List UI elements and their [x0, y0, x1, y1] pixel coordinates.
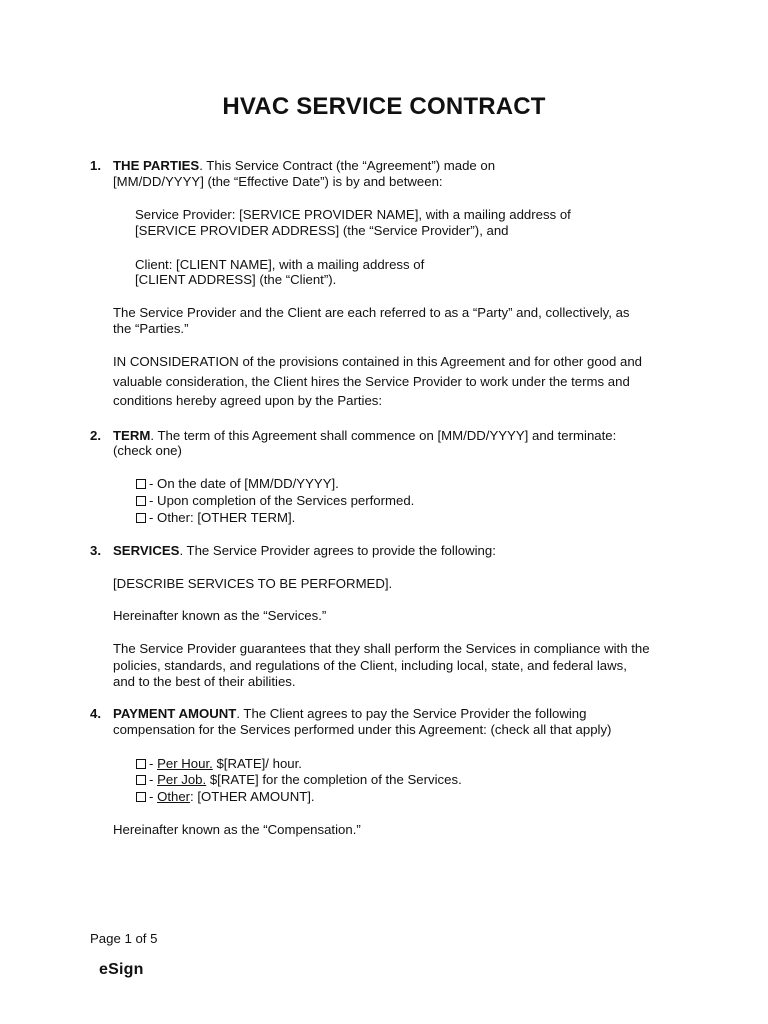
- other-amount-value: : [OTHER AMOUNT].: [190, 789, 315, 804]
- other-amount-label: Other: [157, 789, 191, 804]
- services-known-as: Hereinafter known as the “Services.”: [113, 608, 327, 623]
- term-other-checkbox[interactable]: [136, 513, 146, 523]
- service-provider-line1: Service Provider: [SERVICE PROVIDER NAME], with a mailing address of: [135, 207, 571, 222]
- term-date-checkbox[interactable]: [136, 479, 146, 489]
- client-line1: Client: [CLIENT NAME], with a mailing address of: [135, 257, 425, 272]
- term-option-completion-label: - Upon completion of the Services performed.: [149, 493, 415, 508]
- esign-logo: eSign: [99, 961, 144, 978]
- compensation-known-as: Hereinafter known as the “Compensation.”: [113, 822, 361, 837]
- payment-option-job-dash: -: [149, 772, 158, 787]
- per-hour-label: Per Hour.: [157, 756, 213, 771]
- section-3-text: . The Service Provider agrees to provide the following:: [179, 543, 496, 558]
- services-description: [DESCRIBE SERVICES TO BE PERFORMED].: [113, 576, 393, 591]
- section-3-heading: SERVICES: [113, 543, 180, 558]
- section-1-text-line2: [MM/DD/YYYY] (the “Effective Date”) is by and between:: [113, 174, 443, 189]
- term-option-completion: [136, 493, 414, 510]
- section-4-first-line: [113, 706, 586, 723]
- document-title: HVAC SERVICE CONTRACT: [222, 93, 546, 120]
- section-2-heading: TERM: [113, 428, 151, 443]
- parties-paragraph-line2: the “Parties.”: [113, 321, 189, 336]
- consideration-line1: IN CONSIDERATION of the provisions contained in this Agreement and for other good and: [113, 354, 642, 369]
- per-hour-rate: $[RATE]/ hour.: [212, 756, 302, 771]
- guarantee-line3: and to the best of their abilities.: [113, 674, 296, 689]
- section-1-text: . This Service Contract (the “Agreement”) made on: [199, 158, 496, 173]
- page-number: Page 1 of 5: [90, 931, 158, 946]
- guarantee-line1: The Service Provider guarantees that they shall perform the Services in compliance with the: [113, 641, 650, 656]
- per-hour-checkbox[interactable]: [136, 759, 146, 769]
- payment-option-other: [136, 789, 315, 806]
- per-job-checkbox[interactable]: [136, 775, 146, 785]
- section-1-heading: THE PARTIES: [113, 158, 200, 173]
- section-2-first-line: [113, 428, 616, 445]
- payment-option-hour-dash: -: [149, 756, 158, 771]
- section-2-text: . The term of this Agreement shall commence on [MM/DD/YYYY] and terminate:: [150, 428, 617, 443]
- section-4-text: . The Client agrees to pay the Service Provider the following: [236, 706, 587, 721]
- guarantee-line2: policies, standards, and regulations of the Client, including local, state, and federal laws,: [113, 658, 627, 673]
- term-option-date-label: - On the date of [MM/DD/YYYY].: [149, 476, 339, 491]
- payment-option-other-dash: -: [149, 789, 158, 804]
- per-job-label: Per Job.: [157, 772, 207, 787]
- term-option-date: [136, 476, 339, 493]
- other-amount-checkbox[interactable]: [136, 792, 146, 802]
- payment-option-hour: [136, 756, 302, 773]
- term-option-other-label: - Other: [OTHER TERM].: [149, 510, 296, 525]
- payment-option-job: [136, 772, 462, 789]
- section-1-number: 1.: [90, 158, 101, 173]
- parties-paragraph-line1: The Service Provider and the Client are each referred to as a “Party” and, collectively, as: [113, 305, 630, 320]
- section-4-heading: PAYMENT AMOUNT: [113, 706, 237, 721]
- section-4-number: 4.: [90, 706, 101, 721]
- consideration-line3: conditions hereby agreed upon by the Parties:: [113, 393, 383, 408]
- term-completion-checkbox[interactable]: [136, 496, 146, 506]
- section-1-first-line: [113, 158, 495, 175]
- section-2-text-line2: (check one): [113, 443, 182, 458]
- section-4-text-line2: compensation for the Services performed under this Agreement: (check all that apply): [113, 722, 612, 737]
- per-job-rate: $[RATE] for the completion of the Services.: [206, 772, 462, 787]
- section-3-first-line: [113, 543, 496, 560]
- client-line2: [CLIENT ADDRESS] (the “Client”).: [135, 272, 337, 287]
- consideration-line2: valuable consideration, the Client hires the Service Provider to work under the terms and: [113, 374, 630, 389]
- term-option-other: [136, 510, 295, 527]
- section-3-number: 3.: [90, 543, 101, 558]
- service-provider-line2: [SERVICE PROVIDER ADDRESS] (the “Service Provider”), and: [135, 223, 509, 238]
- section-2-number: 2.: [90, 428, 101, 443]
